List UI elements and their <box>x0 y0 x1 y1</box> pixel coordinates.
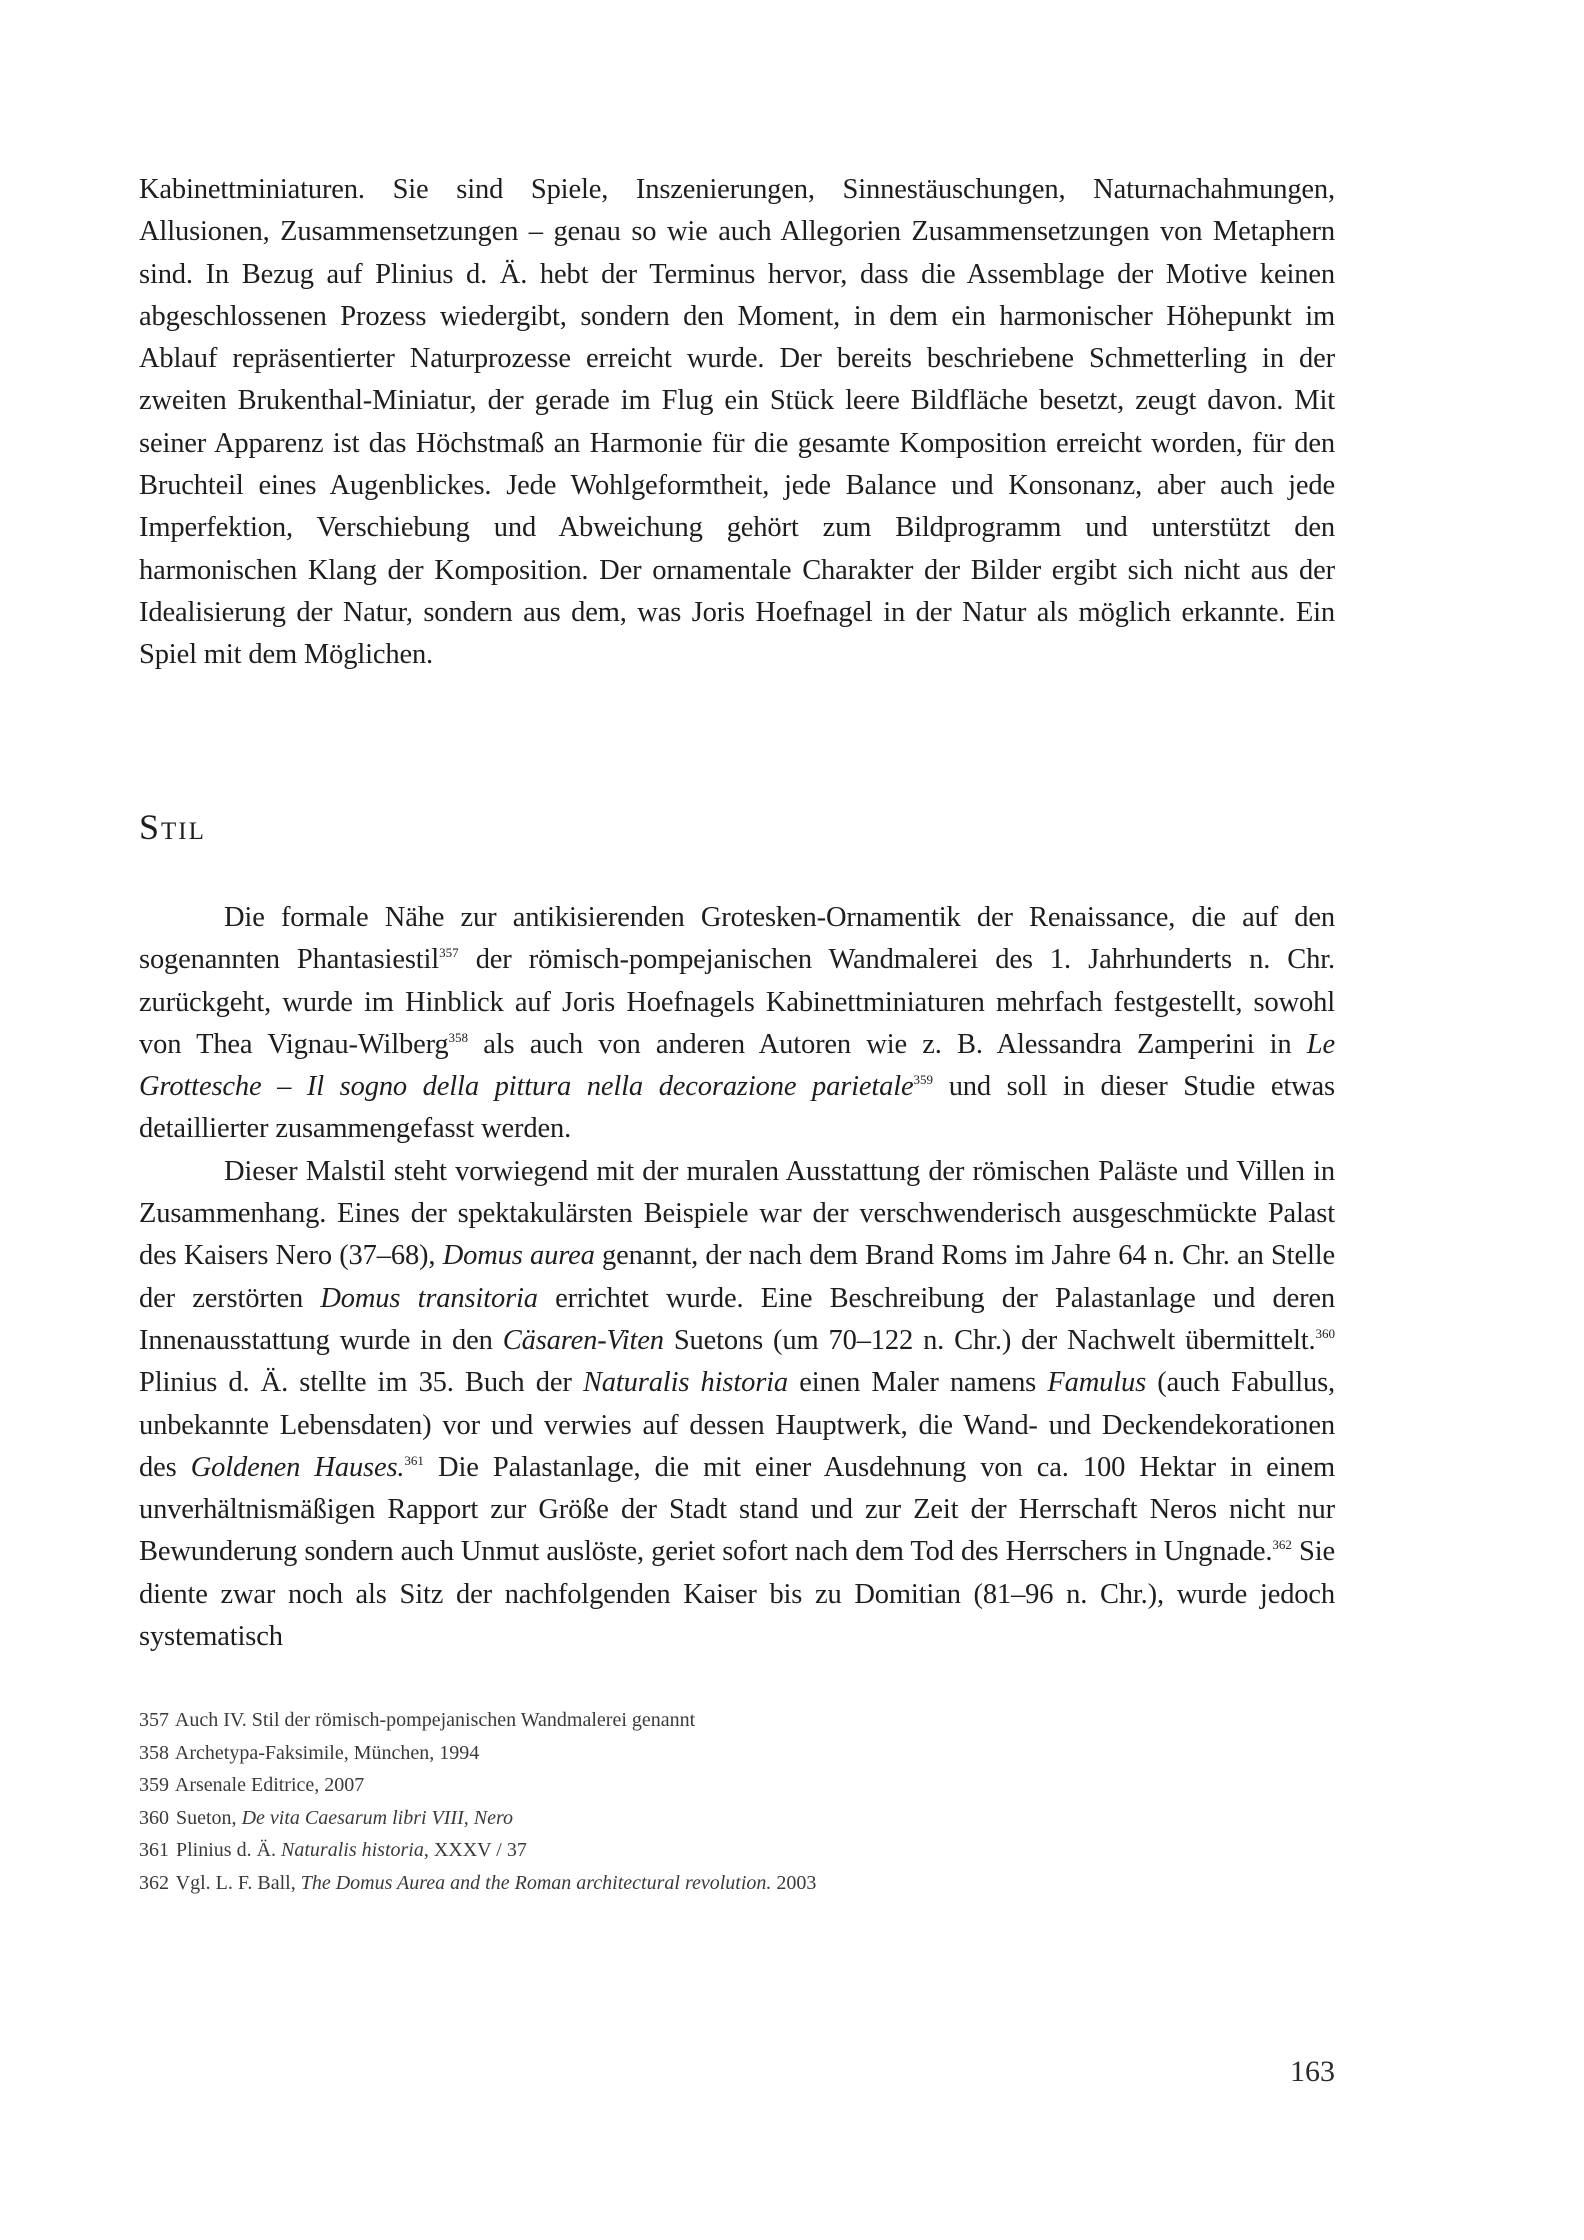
footnote-text: Archetypa-Faksimile, München, 1994 <box>174 1741 480 1764</box>
paragraph-1-text: und soll in dieser Studie etwas detaillierter zusammengefasst werden. <box>139 1071 1335 1145</box>
paragraph-2-text: einen Maler namens <box>788 1367 1048 1399</box>
footnote-text: Vgl. L. F. Ball, <box>175 1871 301 1894</box>
intro-paragraph <box>139 169 1335 677</box>
footnote-number: 359 <box>139 1774 169 1796</box>
italic-term: Domus transitoria <box>320 1282 538 1314</box>
paragraph-1-text: Die formale Nähe zur antikisierenden Grotesken-Ornamentik der Renaissance, die auf den sogenannten Phantasiestil <box>139 902 1335 976</box>
paragraph-2-text: Plinius d. Ä. stellte im 35. Buch der <box>139 1367 583 1399</box>
paragraph-2-text: Die Palastanlage, die mit einer Ausdehnung von ca. 100 Hektar in einem unverhältnismäßigen Rapport zur Größe der Stadt stand und zur Zeit der Herrschaft Neros nicht nur Bewunderung sondern auch Unmut auslöste, geriet sofort nach dem Tod des Herrschers in Ungnade. <box>139 1451 1335 1568</box>
footnote-item <box>139 1867 1239 1900</box>
paragraph-1-text: der römisch-pompejanischen Wandmalerei des 1. Jahrhunderts n. Chr. zurückgeht, wurde im Hinblick auf Joris Hoefnagels Kabinettminiaturen mehrfach festgestellt, sowohl von Thea Vignau-Wilberg <box>139 944 1335 1060</box>
paragraph-2-text: Suetons (um 70–122 n. Chr.) der Nachwelt übermittelt. <box>663 1324 1316 1356</box>
paragraph-2-text: (auch Fabullus, unbekannte Lebensdaten) vor und verwies auf dessen Hauptwerk, die Wand- und Deckendekorationen des <box>139 1367 1335 1483</box>
intro-text-block <box>139 169 1335 677</box>
footnote-text: Plinius d. Ä. <box>176 1839 282 1861</box>
footnote-ref-360[interactable]: 360 <box>1315 1325 1335 1341</box>
footnote-italic: Naturalis historia <box>281 1839 424 1861</box>
footnote-item <box>139 1802 1239 1835</box>
paragraph-2-text: errichtet wurde. Eine Beschreibung der Palastanlage und deren Innenausstattung wurde in den <box>139 1282 1336 1356</box>
italic-term: Domus aurea <box>442 1240 595 1272</box>
paragraph-1 <box>139 897 1335 1151</box>
italic-term: Goldenen Hauses. <box>190 1451 405 1483</box>
section-heading: Stil <box>139 807 206 847</box>
footnote-text: Auch IV. Stil der römisch-pompejanischen Wandmalerei genannt <box>174 1709 696 1731</box>
section-text-block <box>139 897 1335 1658</box>
footnote-italic: De vita Caesarum libri VIII, Nero <box>241 1806 514 1829</box>
footnote-number: 358 <box>139 1741 169 1764</box>
footnotes-list <box>139 1704 1239 1899</box>
footnote-ref-358[interactable]: 358 <box>448 1029 468 1045</box>
footnote-number: 362 <box>139 1871 169 1894</box>
intro-paragraph-text: Kabinettminiaturen. Sie sind Spiele, Inszenierungen, Sinnestäuschungen, Naturnachahmungen, Allusionen, Zusammensetzungen – genau so wie auch Allegorien Zusammensetzungen von Metaphern sind. In Bezug auf Plinius d. Ä. hebt der Terminus hervor, dass die Assemblage der Motive keinen abgeschlossenen Prozess wiedergibt, sondern den Moment, in dem ein harmonischer Höhepunkt im Ablauf repräsentierter Naturprozesse erreicht wurde. Der bereits beschriebene Schmetterling in der zweiten Brukenthal-Miniatur, der gerade im Flug ein Stück leere Bildfläche besetzt, zeugt davon. Mit seiner Apparenz ist das Höchstmaß an Harmonie für die gesamte Komposition erreicht worden, für den Bruchteil eines Augenblickes. Jede Wohlgeformtheit, jede Balance und Konsonanz, aber auch jede Imperfektion, Verschiebung und Abweichung gehört zum Bildprogramm und unterstützt den harmonischen Klang der Komposition. Der ornamentale Charakter der Bilder ergibt sich nicht aus der Idealisierung der Natur, sondern aus dem, was Joris Hoefnagel in der Natur als möglich erkannte. Ein Spiel mit dem Möglichen. <box>139 174 1335 671</box>
italic-term: Cäsaren-Viten <box>502 1324 664 1356</box>
footnote-item <box>139 1834 1239 1867</box>
italic-term: Famulus <box>1047 1367 1147 1399</box>
paragraph-2-text: Dieser Malstil steht vorwiegend mit der muralen Ausstattung der römischen Paläste und Villen in Zusammenhang. Eines der spektakulärsten Beispiele war der verschwenderisch ausgeschmückte Palast des Kaisers Nero (37–68), <box>139 1155 1335 1272</box>
italic-term: Naturalis historia <box>582 1367 788 1399</box>
paragraph-2-text: Sie diente zwar noch als Sitz der nachfolgenden Kaiser bis zu Domitian (81–96 n. Chr.), wurde jedoch systematisch <box>139 1536 1335 1653</box>
footnote-text: Arsenale Editrice, 2007 <box>174 1774 365 1796</box>
paragraph-1-text: als auch von anderen Autoren wie z. B. Alessandra Zamperini in <box>468 1028 1307 1060</box>
footnote-text: 2003 <box>771 1871 817 1894</box>
paragraph-2-text: genannt, der nach dem Brand Roms im Jahre 64 n. Chr. an Stelle der zerstörten <box>139 1240 1335 1314</box>
footnote-ref-359[interactable]: 359 <box>913 1072 934 1088</box>
footnote-number: 360 <box>139 1806 169 1829</box>
paragraph-2 <box>139 1151 1335 1659</box>
footnote-text: , XXXV / 37 <box>423 1839 527 1861</box>
work-title: Le Grottesche – Il sogno della pittura nella decorazione parietale <box>139 1028 1335 1103</box>
footnote-number: 361 <box>139 1839 169 1861</box>
footnote-item <box>139 1704 1239 1737</box>
footnote-number: 357 <box>139 1709 169 1731</box>
footnote-ref-361[interactable]: 361 <box>404 1452 424 1468</box>
page-number: 163 <box>1290 2055 1335 2088</box>
footnote-text: Sueton, <box>176 1806 242 1829</box>
footnote-italic: The Domus Aurea and the Roman architectural revolution. <box>300 1871 772 1894</box>
footnote-ref-357[interactable]: 357 <box>439 945 459 961</box>
footnote-ref-362[interactable]: 362 <box>1272 1537 1292 1553</box>
footnote-item <box>139 1769 1239 1802</box>
footnote-item <box>139 1737 1239 1770</box>
